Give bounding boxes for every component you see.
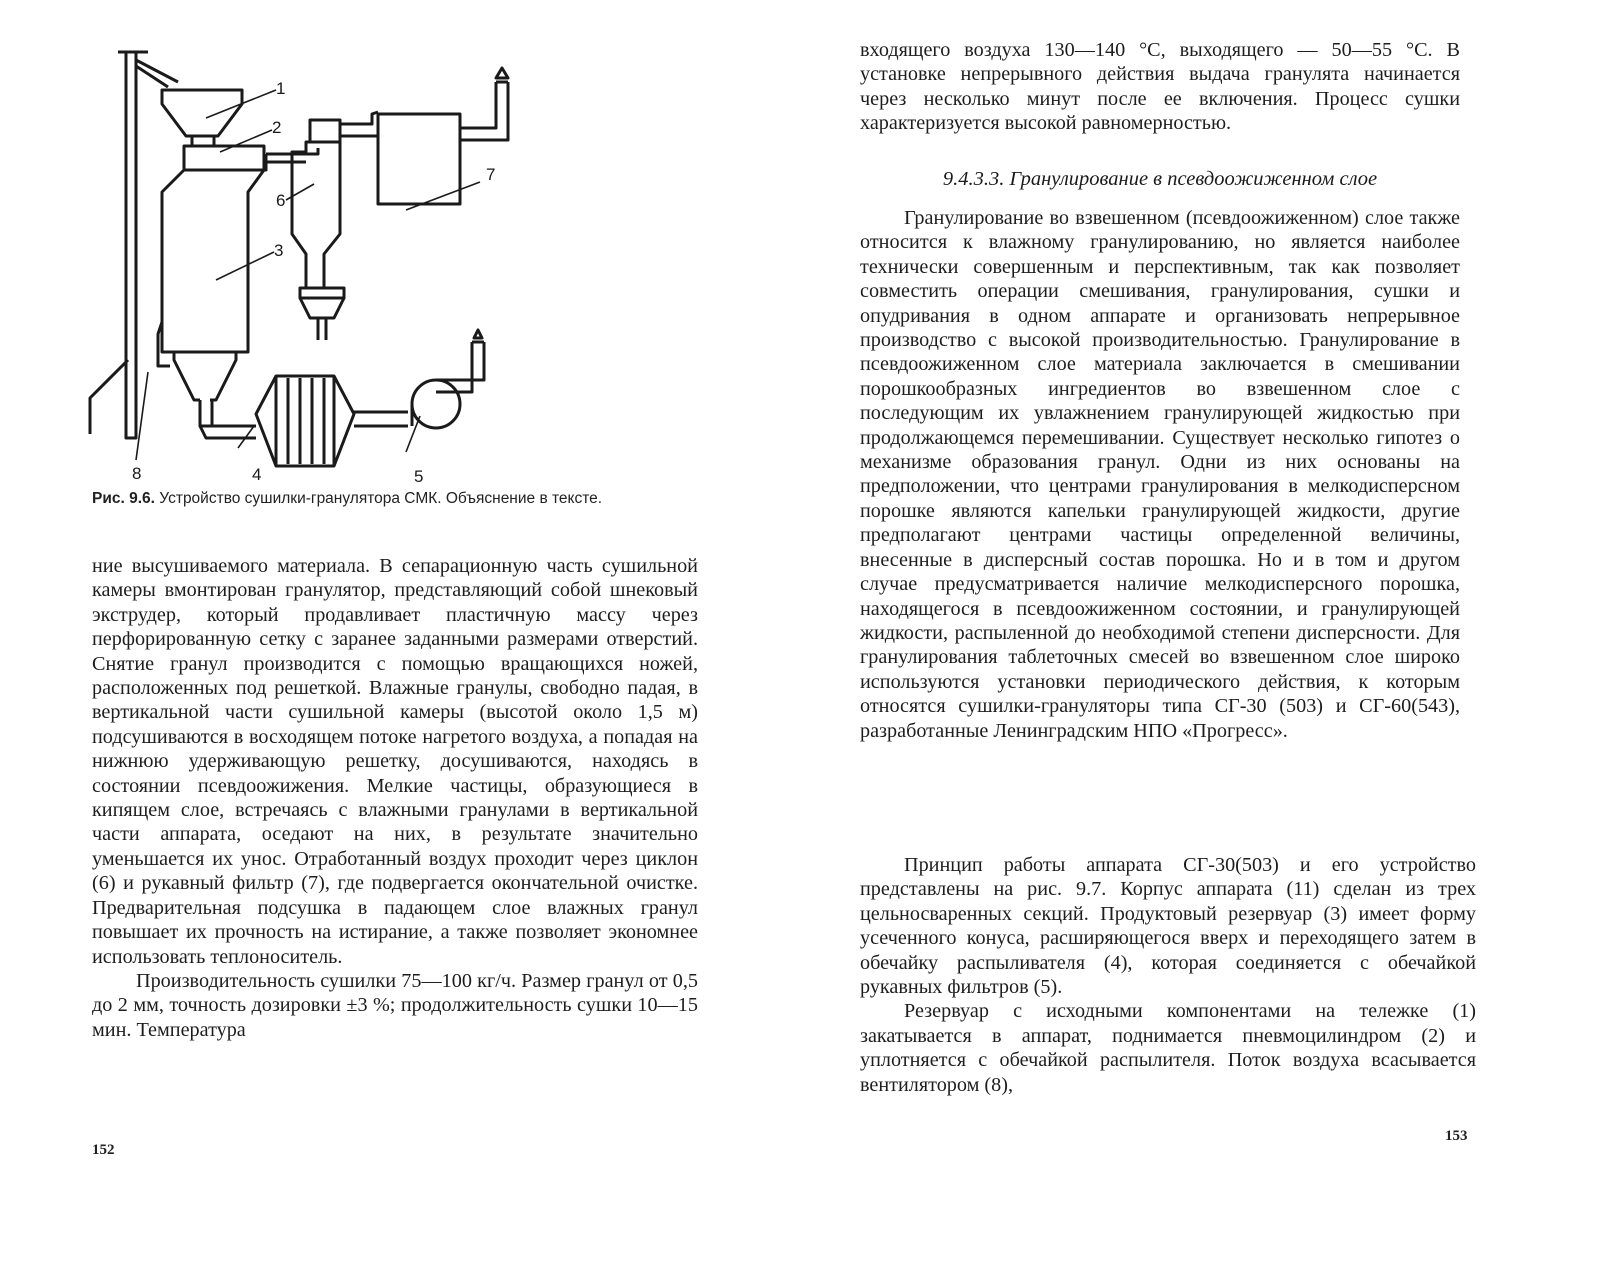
right-page bbox=[800, 0, 1601, 1265]
left-paragraph-1: ние высушиваемого материала. В сепарационную часть сушильной камеры вмонтирован гранулятор, представляющий собой шнековый экструдер, который продавливает пластичную массу через перфорированную сетку с заранее заданными размерами отверстий. Снятие гранул производится с помощью вращающихся ножей, расположенных под решеткой. Влажные гранулы, свободно падая, в вертикальной части сушильной камеры (высотой около 1,5 м) подсушиваются в восходящем потоке нагретого воздуха, а попадая на нижнюю удерживающую решетку, досушиваются, находясь в состоянии псевдоожижения. Мелкие частицы, образующиеся в кипящем слое, встречаясь с влажными гранулами в вертикальной части аппарата, оседают на них, в результате значительно уменьшается их унос. Отработанный воздух проходит через циклон (6) и рукавный фильтр (7), где подвергается окончательной очистке. Предварительная подсушка в падающем слое влажных гранул повышает их прочность на истирание, а также позволяет экономнее использовать теплоноситель. bbox=[92, 555, 698, 968]
left-paragraph-2: Производительность сушилки 75—100 кг/ч. Размер гранул от 0,5 до 2 мм, точность дозировки ±3 %; продолжительность сушки 10—15 мин. Температура bbox=[92, 969, 698, 1041]
fan bbox=[412, 380, 460, 428]
label-8: 8 bbox=[132, 464, 142, 482]
inlet-ramp bbox=[90, 360, 128, 434]
label-5: 5 bbox=[414, 467, 424, 482]
label-3: 3 bbox=[274, 241, 284, 260]
label-2: 2 bbox=[272, 118, 282, 137]
right-paragraph-2: Принцип работы аппарата СГ-30(503) и его устройство представлены на рис. 9.7. Корпус аппарата (11) сделан из трех цельносваренных секций. Продуктовый резервуар (3) имеет форму усеченного конуса, расширяющегося вверх и переходящего затем в обечайку распыливателя (4), которая соединяется с обечайкой рукавных фильтров (5). bbox=[860, 854, 1476, 999]
label-7: 7 bbox=[486, 165, 496, 184]
elevator-column bbox=[126, 52, 136, 438]
right-paragraph-top: входящего воздуха 130—140 °C, выходящего — 50—55 °C. В установке непрерывного действия выдача гранулята начинается через несколько минут после ее включения. Процесс сушки характеризуется высокой равномерностью. bbox=[860, 39, 1460, 135]
left-page bbox=[0, 0, 800, 1265]
hopper bbox=[162, 90, 242, 136]
cyclone bbox=[292, 142, 340, 288]
diagram-svg bbox=[88, 42, 518, 482]
caption-text: Устройство сушилки-гранулятора СМК. Объяснение в тексте. bbox=[159, 490, 603, 507]
right-paragraph-1: Гранулирование во взвешенном (псевдоожиженном) слое также относится к влажному гранулированию, но является наиболее технически совершенным и перспективным, так как позволяет совместить операции смешивания, гранулирования, сушки и опудривания в одном аппарате и организовать непрерывное производство с высокой производительностью. Гранулирование в псевдоожиженном слое материала заключается в смешивании порошкообразных ингредиентов во взвешенном слое с последующим их увлажнением гранулирующей жидкостью при продолжающемся перемешивании. Существует несколько гипотез о механизме образования гранул. Одни из них основаны на предположении, что центрами гранулирования в мелкодисперсном порошке являются капельки гранулирующей жидкости, другие предполагают центрами частицы определенной величины, внесенные в дисперсный состав порошка. Но и в том и другом случае предусматривается наличие мелкодисперсного порошка, находящегося в псевдоожиженном состоянии, и гранулирующей жидкости, распыленной до необходимой степени дисперсности. Для гранулирования таблеточных смесей во взвешенном слое широко используются установки периодического действия, к которым относятся сушилки-грануляторы типа СГ-30 (503) и СГ-60(543), разработанные Ленинградским НПО «Прогресс». bbox=[860, 207, 1460, 742]
label-4: 4 bbox=[252, 465, 262, 482]
feed-chute bbox=[158, 322, 170, 366]
figure-caption bbox=[92, 490, 702, 508]
left-body-text bbox=[92, 554, 698, 1042]
right-paragraph-3: Резервуар с исходными компонентами на тележке (1) закатывается в аппарат, поднимается пневмоцилиндром (2) и уплотняется с обечайкой распылителя. Поток воздуха всасывается вентилятором (8), bbox=[860, 1000, 1476, 1096]
label-6: 6 bbox=[276, 191, 286, 210]
dryer-granulator-diagram bbox=[88, 42, 518, 482]
bag-filter bbox=[378, 114, 460, 204]
right-bottom-text bbox=[860, 853, 1476, 1097]
page-number-right: 153 bbox=[1445, 1128, 1468, 1144]
caption-label: Рис. 9.6. bbox=[92, 490, 155, 507]
section-subheading: 9.4.3.3. Гранулирование в псевдоожиженном слое bbox=[942, 168, 1378, 190]
right-main-text bbox=[860, 206, 1460, 743]
air-heater bbox=[256, 376, 354, 466]
drying-chamber bbox=[162, 154, 266, 400]
label-1: 1 bbox=[276, 79, 286, 98]
right-top-text bbox=[860, 38, 1460, 136]
page-number-left: 152 bbox=[92, 1142, 115, 1158]
